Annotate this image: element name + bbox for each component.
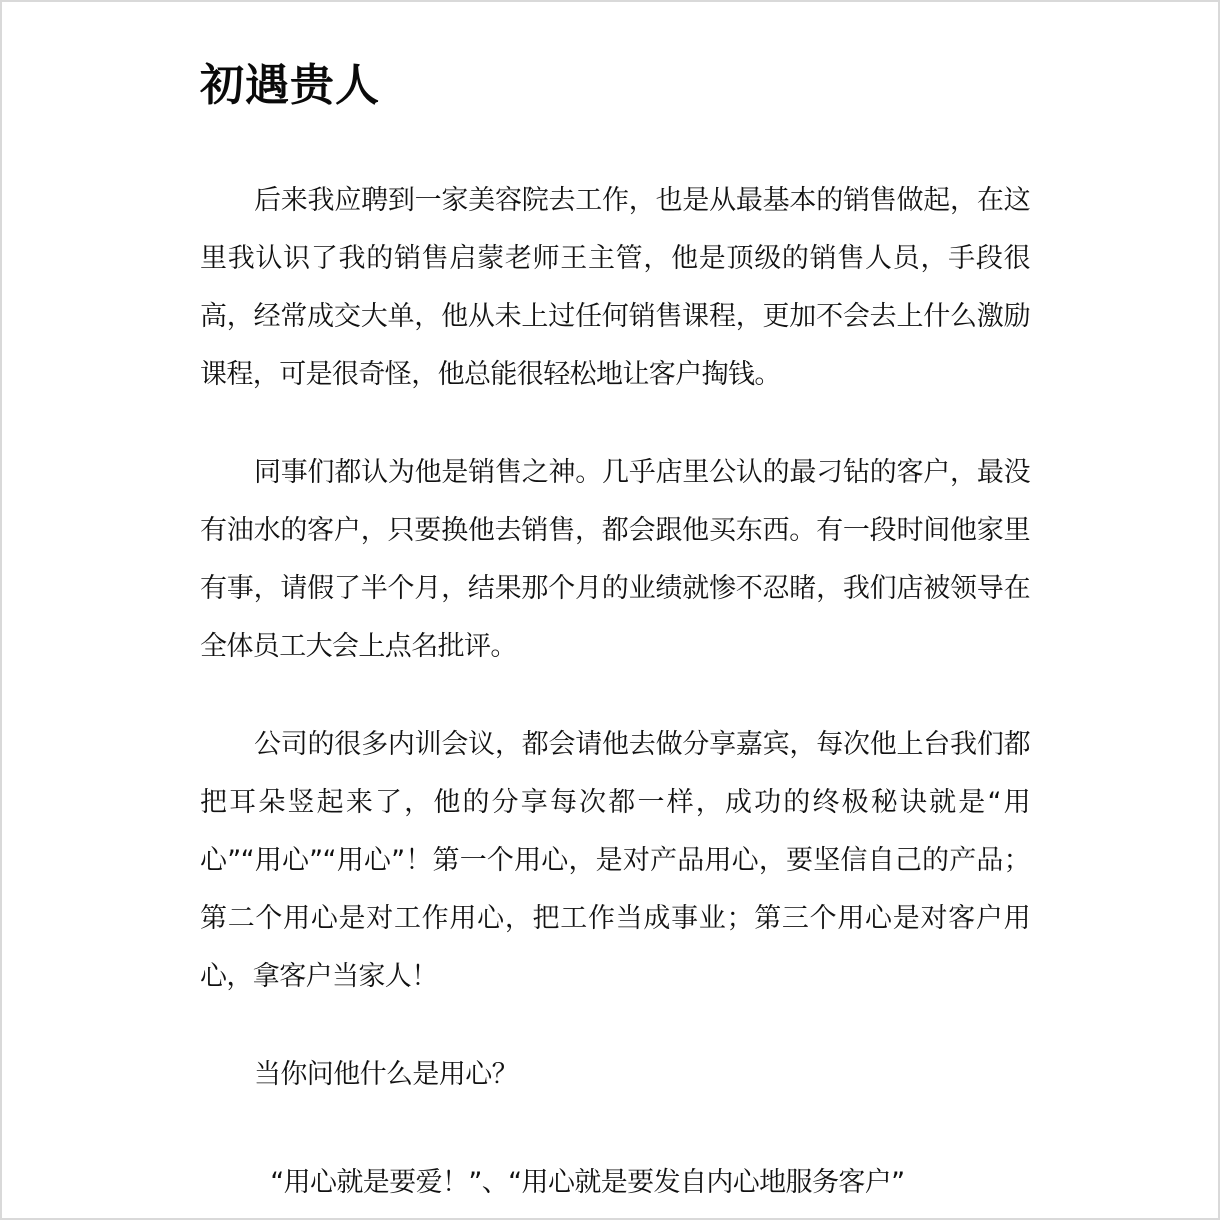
paragraph-list [200, 172, 1030, 1212]
document-title: 初遇贵人 [200, 60, 380, 111]
paragraph: 当你问他什么是用心？ [254, 1059, 518, 1090]
paragraph: 公司的很多内训会议，都会请他去做分享嘉宾，每次他上台我们都把耳朵竖起来了，他的分享每次都一样，成功的终极秘诀就是“用心”“用心”“用心”！第一个用心，是对产品用心，要坚信自己的产品；第二个用心是对工作用心，把工作当成事业；第三个用心是对客户用心，拿客户当家人！ [200, 729, 1030, 992]
paragraph: 后来我应聘到一家美容院去工作，也是从最基本的销售做起，在这里我认识了我的销售启蒙老师王主管，他是顶级的销售人员，手段很高，经常成交大单，他从未上过任何销售课程，更加不会去上什么激励课程，可是很奇怪，他总能很轻松地让客户掏钱。 [200, 185, 1030, 390]
paragraph: 同事们都认为他是销售之神。几乎店里公认的最刁钻的客户，最没有油水的客户，只要换他去销售，都会跟他买东西。有一段时间他家里有事，请假了半个月，结果那个月的业绩就惨不忍睹，我们店被领导在全体员工大会上点名批评。 [200, 457, 1030, 662]
document-body [200, 58, 1030, 1212]
paragraph-quote: “用心就是要爱！”、“用心就是要发自内心地服务客户” [270, 1167, 905, 1198]
